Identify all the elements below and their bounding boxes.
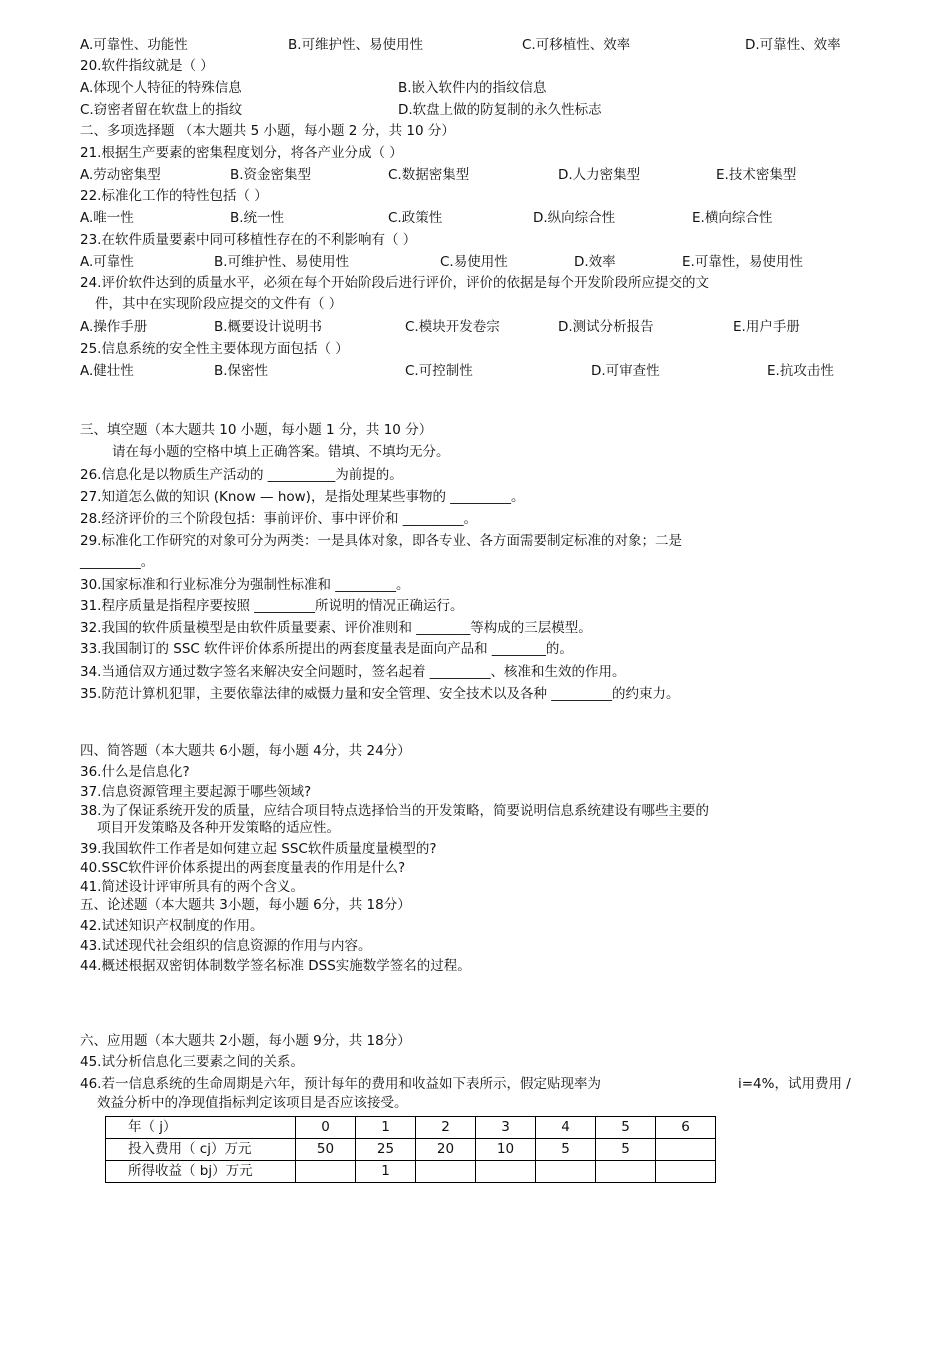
q30: 30.国家标准和行业标准分为强制性标准和 _________。	[80, 577, 410, 593]
table-row-cost	[106, 1139, 716, 1161]
q25-option-c: C.可控制性	[405, 363, 473, 379]
table-cell: 20	[416, 1139, 476, 1161]
q23-option-b: B.可维护性、易使用性	[214, 254, 350, 270]
q20-option-d: D.软盘上做的防复制的永久性标志	[398, 102, 602, 118]
table-cell: 5	[536, 1139, 596, 1161]
q31: 31.程序质量是指程序要按照 _________所说明的情况正确运行。	[80, 598, 464, 614]
q46-line2: 效益分析中的净现值指标判定该项目是否应该接受。	[97, 1095, 408, 1111]
q38-line2: 项目开发策略及各种开发策略的适应性。	[97, 820, 340, 836]
q46-line1: 46.若一信息系统的生命周期是六年，预计每年的费用和收益如下表所示，假定贴现率为	[80, 1076, 601, 1092]
q21-stem: 21.根据生产要素的密集程度划分，将各产业分成（ ）	[80, 145, 403, 161]
q19-option-a: A.可靠性、功能性	[80, 37, 188, 53]
section-2-heading: 二、多项选择题 （本大题共 5 小题，每小题 2 分，共 10 分）	[80, 123, 455, 139]
q20-option-c: C.窃密者留在软盘上的指纹	[80, 102, 243, 118]
q23-stem: 23.在软件质量要素中同可移植性存在的不利影响有（ ）	[80, 232, 417, 248]
q25-option-e: E.抗攻击性	[767, 363, 834, 379]
q23-option-d: D.效率	[574, 254, 616, 270]
table-cell: 5	[596, 1117, 656, 1139]
table-cell	[656, 1161, 716, 1183]
table-cell: 1	[356, 1161, 416, 1183]
q19-option-c: C.可移植性、效率	[522, 37, 631, 53]
section-3-heading: 三、填空题（本大题共 10 小题，每小题 1 分，共 10 分）	[80, 422, 433, 438]
q25-option-d: D.可审查性	[591, 363, 660, 379]
q35: 35.防范计算机犯罪，主要依靠法律的威慑力量和安全管理、安全技术以及各种 _________的约束力。	[80, 686, 680, 702]
q19-option-d: D.可靠性、效率	[745, 37, 841, 53]
q24-option-a: A.操作手册	[80, 319, 148, 335]
table-cell: 0	[296, 1117, 356, 1139]
section-4-heading: 四、简答题（本大题共 6小题，每小题 4分，共 24分）	[80, 743, 411, 759]
q46-line1-rate: i=4%，试用费用 /	[738, 1076, 851, 1092]
table-cell: 10	[476, 1139, 536, 1161]
table-cell: 5	[596, 1139, 656, 1161]
q37: 37.信息资源管理主要起源于哪些领域?	[80, 784, 312, 800]
q39: 39.我国软件工作者是如何建立起 SSC软件质量度量模型的?	[80, 841, 437, 857]
table-row-benefit	[106, 1161, 716, 1183]
table-cell	[656, 1139, 716, 1161]
q22-option-d: D.纵向综合性	[533, 210, 616, 226]
table-cell: 6	[656, 1117, 716, 1139]
q40: 40.SSC软件评价体系提出的两套度量表的作用是什么?	[80, 860, 406, 876]
table-cell: 25	[356, 1139, 416, 1161]
q22-stem: 22.标准化工作的特性包括（ ）	[80, 188, 268, 204]
table-cell	[476, 1161, 536, 1183]
q26: 26.信息化是以物质生产活动的 __________为前提的。	[80, 467, 403, 483]
q28: 28.经济评价的三个阶段包括：事前评价、事中评价和 _________。	[80, 511, 478, 527]
section-5-heading: 五、论述题（本大题共 3小题，每小题 6分，共 18分）	[80, 897, 411, 913]
q20-option-a: A.体现个人特征的特殊信息	[80, 80, 242, 96]
q23-option-e: E.可靠性，易使用性	[682, 254, 803, 270]
q38-line1: 38.为了保证系统开发的质量，应结合项目特点选择恰当的开发策略，简要说明信息系统建设有哪些主要的	[80, 803, 709, 819]
q42: 42.试述知识产权制度的作用。	[80, 918, 264, 934]
table-cell: 4	[536, 1117, 596, 1139]
q29-line2: _________。	[80, 554, 155, 570]
table-cell: 3	[476, 1117, 536, 1139]
q20-option-b: B.嵌入软件内的指纹信息	[398, 80, 547, 96]
q22-option-e: E.横向综合性	[692, 210, 773, 226]
row-label-cost: 投入费用（ cj）万元	[106, 1139, 296, 1161]
q22-option-c: C.政策性	[388, 210, 443, 226]
table-cell: 2	[416, 1117, 476, 1139]
row-label-benefit: 所得收益（ bj）万元	[106, 1161, 296, 1183]
table-cell	[536, 1161, 596, 1183]
q43: 43.试述现代社会组织的信息资源的作用与内容。	[80, 938, 372, 954]
section-6-heading: 六、应用题（本大题共 2小题，每小题 9分，共 18分）	[80, 1033, 411, 1049]
q19-option-b: B.可维护性、易使用性	[288, 37, 424, 53]
q21-option-b: B.资金密集型	[230, 167, 312, 183]
q45: 45.试分析信息化三要素之间的关系。	[80, 1054, 304, 1070]
q25-option-a: A.健壮性	[80, 363, 134, 379]
row-label-year: 年（ j）	[106, 1117, 296, 1139]
cost-benefit-table	[105, 1116, 716, 1183]
q24-option-c: C.模块开发卷宗	[405, 319, 500, 335]
table-cell	[596, 1161, 656, 1183]
table-cell	[296, 1161, 356, 1183]
q33: 33.我国制订的 SSC 软件评价体系所提出的两套度量表是面向产品和 ________的。	[80, 641, 573, 657]
q34: 34.当通信双方通过数字签名来解决安全问题时，签名起着 _________、核准和生效的作用。	[80, 664, 626, 680]
q21-option-a: A.劳动密集型	[80, 167, 161, 183]
table-cell	[416, 1161, 476, 1183]
q20-stem: 20.软件指纹就是（ ）	[80, 58, 214, 74]
q27: 27.知道怎么做的知识 (Know — how)，是指处理某些事物的 _________。	[80, 489, 525, 505]
q44: 44.概述根据双密钥体制数学签名标准 DSS实施数学签名的过程。	[80, 958, 471, 974]
q22-option-a: A.唯一性	[80, 210, 134, 226]
q23-option-a: A.可靠性	[80, 254, 134, 270]
table-cell: 1	[356, 1117, 416, 1139]
q24-option-e: E.用户手册	[733, 319, 800, 335]
table-cell: 50	[296, 1139, 356, 1161]
q24-option-d: D.测试分析报告	[558, 319, 654, 335]
q24-stem-line2: 件，其中在实现阶段应提交的文件有（ ）	[95, 296, 343, 312]
q25-stem: 25.信息系统的安全性主要体现方面包括（ ）	[80, 341, 349, 357]
q41: 41.简述设计评审所具有的两个含义。	[80, 879, 304, 895]
q21-option-d: D.人力密集型	[558, 167, 641, 183]
q21-option-e: E.技术密集型	[716, 167, 797, 183]
q29-line1: 29.标准化工作研究的对象可分为两类：一是具体对象，即各专业、各方面需要制定标准的对象；二是	[80, 533, 682, 549]
section-3-instruction: 请在每小题的空格中填上正确答案。错填、不填均无分。	[112, 444, 450, 460]
q24-stem-line1: 24.评价软件达到的质量水平，必须在每个开始阶段后进行评价，评价的依据是每个开发阶段所应提交的文	[80, 275, 709, 291]
table-row-year	[106, 1117, 716, 1139]
q25-option-b: B.保密性	[214, 363, 269, 379]
q36: 36.什么是信息化?	[80, 764, 190, 780]
q22-option-b: B.统一性	[230, 210, 285, 226]
q24-option-b: B.概要设计说明书	[214, 319, 323, 335]
q23-option-c: C.易使用性	[440, 254, 508, 270]
q21-option-c: C.数据密集型	[388, 167, 470, 183]
q32: 32.我国的软件质量模型是由软件质量要素、评价准则和 ________等构成的三层模型。	[80, 620, 592, 636]
